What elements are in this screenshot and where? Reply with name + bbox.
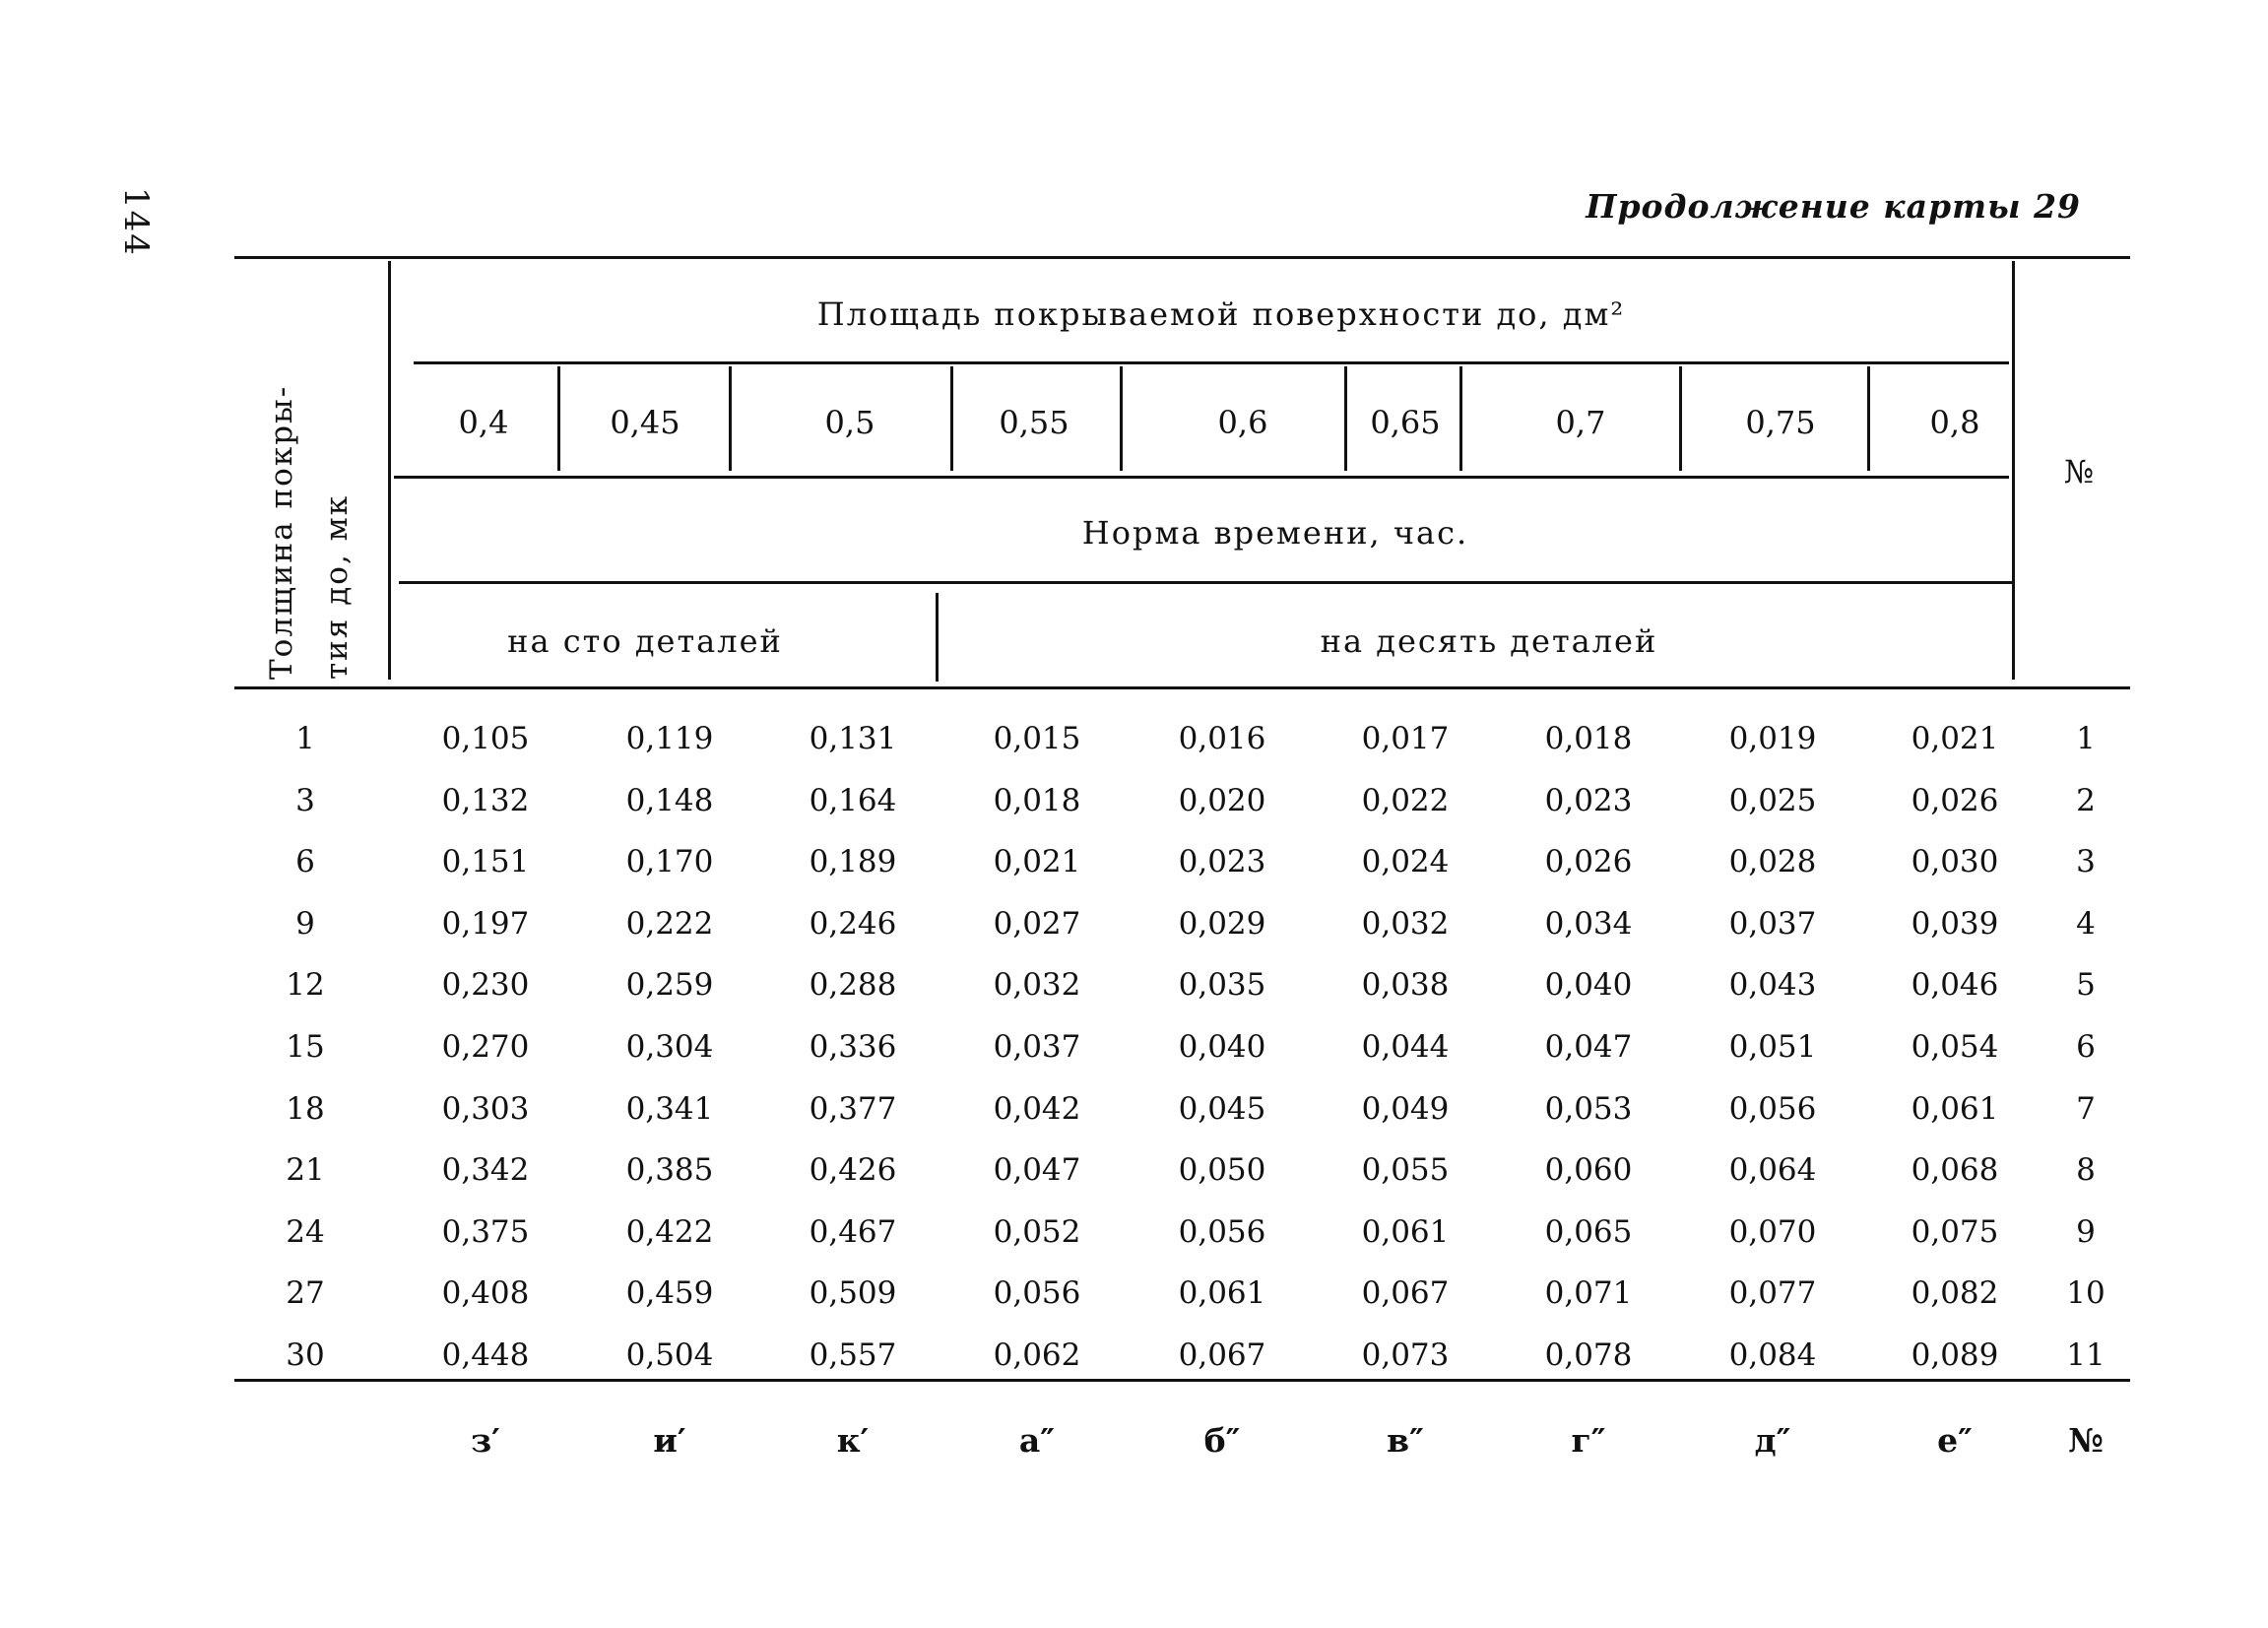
time-value-cell: 0,018 bbox=[993, 782, 1081, 818]
table-bottom-rule bbox=[234, 1379, 2130, 1382]
area-value: 0,55 bbox=[999, 404, 1069, 441]
time-value-cell: 0,055 bbox=[1361, 1152, 1450, 1189]
thickness-header bbox=[254, 384, 355, 680]
time-value-cell: 0,375 bbox=[441, 1213, 530, 1250]
time-value-cell: 0,061 bbox=[1361, 1213, 1450, 1250]
time-value-cell: 0,077 bbox=[1728, 1275, 1817, 1312]
time-value-cell: 0,062 bbox=[993, 1337, 1081, 1373]
thickness-cell: 9 bbox=[295, 905, 315, 942]
time-value-cell: 0,073 bbox=[1361, 1337, 1450, 1373]
area-value: 0,6 bbox=[1217, 404, 1268, 441]
time-value-cell: 0,026 bbox=[1911, 782, 1999, 818]
time-value-cell: 0,040 bbox=[1544, 967, 1633, 1004]
time-value-cell: 0,089 bbox=[1911, 1337, 1999, 1373]
time-value-cell: 0,061 bbox=[1178, 1275, 1266, 1312]
time-value-cell: 0,259 bbox=[625, 967, 714, 1004]
time-value-cell: 0,270 bbox=[441, 1029, 530, 1065]
area-divider-2 bbox=[729, 366, 732, 471]
thickness-cell: 1 bbox=[295, 721, 315, 756]
number-header: № bbox=[2063, 453, 2097, 490]
per-ten-header: на десять деталей bbox=[1320, 622, 1658, 660]
column-code: а″ bbox=[1018, 1421, 1056, 1460]
area-value: 0,75 bbox=[1745, 404, 1816, 441]
time-value-cell: 0,557 bbox=[809, 1337, 897, 1373]
area-divider-5 bbox=[1344, 366, 1347, 471]
time-value-cell: 0,070 bbox=[1728, 1213, 1817, 1250]
time-value-cell: 0,148 bbox=[625, 782, 714, 818]
time-value-cell: 0,060 bbox=[1544, 1152, 1633, 1189]
table-top-rule bbox=[234, 256, 2130, 259]
time-value-cell: 0,105 bbox=[441, 721, 530, 756]
time-value-cell: 0,029 bbox=[1178, 905, 1266, 942]
time-value-cell: 0,071 bbox=[1544, 1275, 1633, 1312]
time-value-cell: 0,018 bbox=[1544, 721, 1633, 756]
time-value-cell: 0,061 bbox=[1911, 1090, 1999, 1127]
time-value-cell: 0,046 bbox=[1911, 967, 1999, 1004]
time-value-cell: 0,015 bbox=[993, 721, 1081, 756]
time-value-cell: 0,426 bbox=[809, 1152, 897, 1189]
area-divider-4 bbox=[1120, 366, 1123, 471]
time-value-cell: 0,024 bbox=[1361, 844, 1450, 880]
time-value-cell: 0,022 bbox=[1361, 782, 1450, 818]
area-value: 0,5 bbox=[824, 404, 875, 441]
column-code: г″ bbox=[1571, 1421, 1606, 1460]
row-number-cell: 11 bbox=[2066, 1337, 2106, 1373]
time-value-cell: 0,052 bbox=[993, 1213, 1081, 1250]
time-value-cell: 0,047 bbox=[1544, 1029, 1633, 1065]
row-number-cell: 8 bbox=[2076, 1152, 2096, 1189]
area-header: Площадь покрываемой поверхности до, дм² bbox=[816, 295, 1626, 333]
time-value-cell: 0,034 bbox=[1544, 905, 1633, 942]
time-value-cell: 0,032 bbox=[1361, 905, 1450, 942]
time-value-cell: 0,197 bbox=[441, 905, 530, 942]
area-value: 0,7 bbox=[1555, 404, 1606, 441]
time-value-cell: 0,032 bbox=[993, 967, 1081, 1004]
area-divider-7 bbox=[1679, 366, 1682, 471]
thickness-cell: 6 bbox=[295, 844, 315, 880]
thickness-cell: 21 bbox=[286, 1152, 325, 1189]
row-number-cell: 4 bbox=[2076, 905, 2096, 942]
time-value-cell: 0,016 bbox=[1178, 721, 1266, 756]
time-value-cell: 0,068 bbox=[1911, 1152, 1999, 1189]
area-divider-1 bbox=[557, 366, 560, 471]
row-number-cell: 2 bbox=[2076, 782, 2096, 818]
time-value-cell: 0,017 bbox=[1361, 721, 1450, 756]
per-hundred-header: на сто деталей bbox=[507, 622, 783, 660]
time-value-cell: 0,509 bbox=[809, 1275, 897, 1312]
time-value-cell: 0,342 bbox=[441, 1152, 530, 1189]
column-code: е″ bbox=[1937, 1421, 1973, 1460]
time-value-cell: 0,038 bbox=[1361, 967, 1450, 1004]
time-value-cell: 0,037 bbox=[1728, 905, 1817, 942]
time-value-cell: 0,164 bbox=[809, 782, 897, 818]
page-number: 144 bbox=[116, 187, 156, 257]
area-header-rule bbox=[414, 361, 2009, 364]
time-value-cell: 0,021 bbox=[993, 844, 1081, 880]
time-value-cell: 0,082 bbox=[1911, 1275, 1999, 1312]
thickness-header-line1: Толщина покры- bbox=[264, 384, 299, 680]
time-value-cell: 0,119 bbox=[625, 721, 714, 756]
time-value-cell: 0,151 bbox=[441, 844, 530, 880]
time-value-cell: 0,075 bbox=[1911, 1213, 1999, 1250]
time-value-cell: 0,039 bbox=[1911, 905, 1999, 942]
area-divider-8 bbox=[1867, 366, 1870, 471]
thickness-cell: 3 bbox=[295, 782, 315, 818]
time-value-cell: 0,054 bbox=[1911, 1029, 1999, 1065]
time-value-cell: 0,064 bbox=[1728, 1152, 1817, 1189]
time-value-cell: 0,053 bbox=[1544, 1090, 1633, 1127]
time-value-cell: 0,222 bbox=[625, 905, 714, 942]
norm-header: Норма времени, час. bbox=[1081, 514, 1469, 552]
time-value-cell: 0,050 bbox=[1178, 1152, 1266, 1189]
time-value-cell: 0,042 bbox=[993, 1090, 1081, 1127]
time-value-cell: 0,030 bbox=[1911, 844, 1999, 880]
time-value-cell: 0,067 bbox=[1178, 1337, 1266, 1373]
time-value-cell: 0,037 bbox=[993, 1029, 1081, 1065]
area-value: 0,8 bbox=[1929, 404, 1980, 441]
thickness-cell: 15 bbox=[286, 1029, 325, 1065]
time-value-cell: 0,341 bbox=[625, 1090, 714, 1127]
thickness-cell: 18 bbox=[286, 1090, 325, 1127]
footer-number-label: № bbox=[2068, 1421, 2104, 1460]
time-value-cell: 0,027 bbox=[993, 905, 1081, 942]
time-value-cell: 0,065 bbox=[1544, 1213, 1633, 1250]
time-value-cell: 0,020 bbox=[1178, 782, 1266, 818]
column-code: д″ bbox=[1754, 1421, 1791, 1460]
time-value-cell: 0,131 bbox=[809, 721, 897, 756]
time-value-cell: 0,336 bbox=[809, 1029, 897, 1065]
norm-header-rule bbox=[399, 581, 2014, 584]
time-value-cell: 0,026 bbox=[1544, 844, 1633, 880]
time-value-cell: 0,021 bbox=[1911, 721, 1999, 756]
time-value-cell: 0,189 bbox=[809, 844, 897, 880]
area-value: 0,65 bbox=[1370, 404, 1441, 441]
time-value-cell: 0,422 bbox=[625, 1213, 714, 1250]
time-value-cell: 0,377 bbox=[809, 1090, 897, 1127]
row-number-cell: 6 bbox=[2076, 1029, 2096, 1065]
area-divider-6 bbox=[1459, 366, 1462, 471]
time-value-cell: 0,025 bbox=[1728, 782, 1817, 818]
time-value-cell: 0,078 bbox=[1544, 1337, 1633, 1373]
time-value-cell: 0,051 bbox=[1728, 1029, 1817, 1065]
time-value-cell: 0,056 bbox=[993, 1275, 1081, 1312]
number-column-divider bbox=[2012, 261, 2015, 680]
continuation-title: Продолжение карты 29 bbox=[1586, 187, 2081, 226]
time-value-cell: 0,045 bbox=[1178, 1090, 1266, 1127]
area-values-rule bbox=[394, 476, 2009, 479]
column-code: з′ bbox=[471, 1421, 500, 1460]
time-value-cell: 0,385 bbox=[625, 1152, 714, 1189]
row-number-cell: 3 bbox=[2076, 844, 2096, 880]
row-number-cell: 5 bbox=[2076, 967, 2096, 1004]
time-value-cell: 0,170 bbox=[625, 844, 714, 880]
area-divider-3 bbox=[950, 366, 953, 471]
column-code: б″ bbox=[1203, 1421, 1241, 1460]
time-value-cell: 0,304 bbox=[625, 1029, 714, 1065]
time-value-cell: 0,504 bbox=[625, 1337, 714, 1373]
norm-group-divider bbox=[936, 593, 939, 682]
time-value-cell: 0,043 bbox=[1728, 967, 1817, 1004]
row-number-cell: 1 bbox=[2076, 721, 2096, 756]
time-value-cell: 0,246 bbox=[809, 905, 897, 942]
time-value-cell: 0,023 bbox=[1178, 844, 1266, 880]
thickness-cell: 30 bbox=[286, 1337, 325, 1373]
column-code: в″ bbox=[1387, 1421, 1424, 1460]
time-value-cell: 0,056 bbox=[1178, 1213, 1266, 1250]
time-value-cell: 0,084 bbox=[1728, 1337, 1817, 1373]
time-value-cell: 0,448 bbox=[441, 1337, 530, 1373]
time-value-cell: 0,230 bbox=[441, 967, 530, 1004]
row-number-cell: 9 bbox=[2076, 1213, 2096, 1250]
time-value-cell: 0,023 bbox=[1544, 782, 1633, 818]
time-value-cell: 0,047 bbox=[993, 1152, 1081, 1189]
time-value-cell: 0,049 bbox=[1361, 1090, 1450, 1127]
time-value-cell: 0,467 bbox=[809, 1213, 897, 1250]
thickness-cell: 24 bbox=[286, 1213, 325, 1250]
time-value-cell: 0,044 bbox=[1361, 1029, 1450, 1065]
thickness-header-line2: тия до, мк bbox=[319, 493, 355, 680]
time-value-cell: 0,288 bbox=[809, 967, 897, 1004]
time-value-cell: 0,019 bbox=[1728, 721, 1817, 756]
time-value-cell: 0,056 bbox=[1728, 1090, 1817, 1127]
time-value-cell: 0,132 bbox=[441, 782, 530, 818]
header-bottom-rule bbox=[234, 686, 2130, 689]
row-number-cell: 10 bbox=[2066, 1275, 2106, 1312]
area-value: 0,4 bbox=[458, 404, 509, 441]
row-number-cell: 7 bbox=[2076, 1090, 2096, 1127]
time-value-cell: 0,040 bbox=[1178, 1029, 1266, 1065]
area-value: 0,45 bbox=[610, 404, 680, 441]
time-value-cell: 0,067 bbox=[1361, 1275, 1450, 1312]
thickness-cell: 27 bbox=[286, 1275, 325, 1312]
column-code: и′ bbox=[653, 1421, 686, 1460]
thickness-column-divider bbox=[388, 261, 391, 680]
thickness-cell: 12 bbox=[286, 967, 325, 1004]
time-value-cell: 0,303 bbox=[441, 1090, 530, 1127]
time-value-cell: 0,028 bbox=[1728, 844, 1817, 880]
time-value-cell: 0,459 bbox=[625, 1275, 714, 1312]
time-value-cell: 0,035 bbox=[1178, 967, 1266, 1004]
column-code: к′ bbox=[836, 1421, 870, 1460]
time-value-cell: 0,408 bbox=[441, 1275, 530, 1312]
